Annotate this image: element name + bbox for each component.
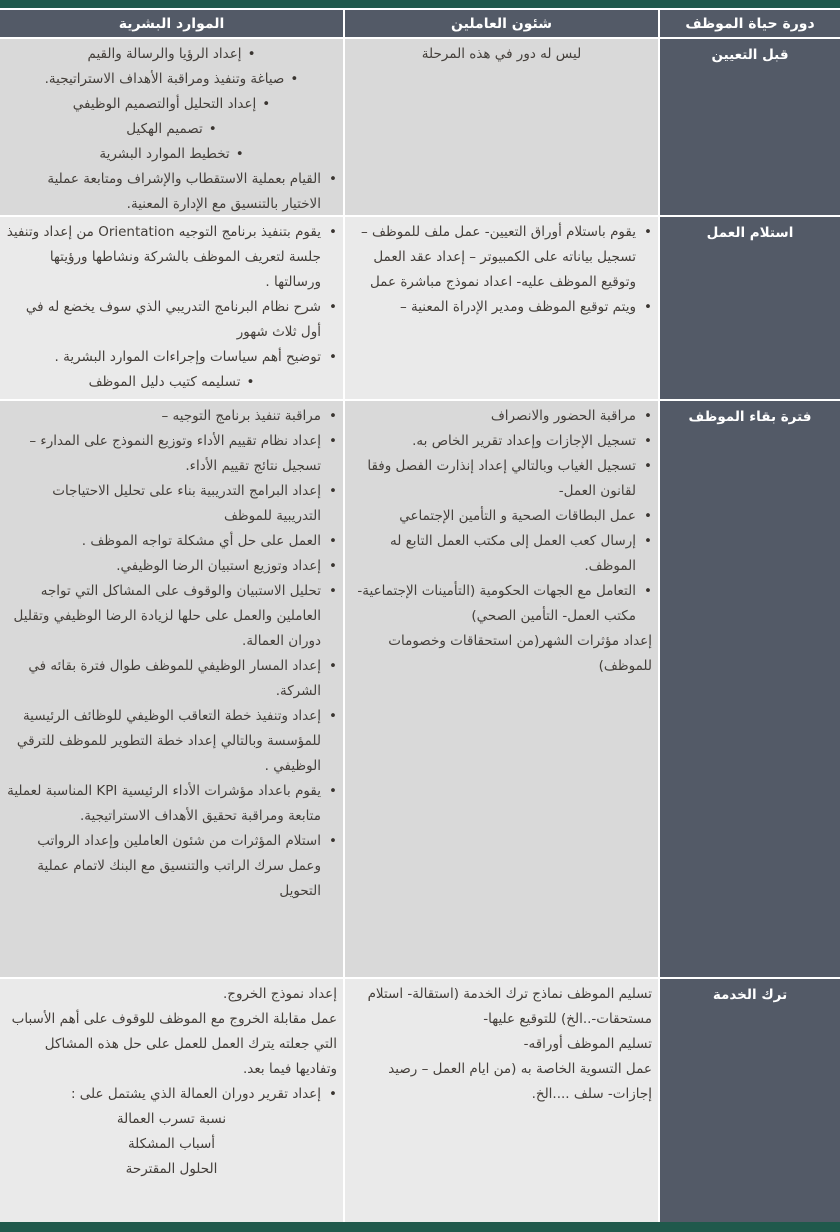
- list-item: [6, 779, 337, 829]
- bullet-icon: •: [329, 658, 337, 674]
- bullet-icon: •: [644, 433, 652, 449]
- list-item: [351, 504, 652, 529]
- bullet-icon: •: [644, 299, 652, 315]
- table-header-row: [0, 10, 840, 37]
- bullet-icon: •: [247, 46, 256, 62]
- list-item: [6, 220, 337, 295]
- list-item: [6, 529, 337, 554]
- list-item: [351, 295, 652, 320]
- bullet-icon: •: [329, 349, 337, 365]
- list-item-text: إعداد وتنفيذ خطة التعاقب الوظيفي للوظائف الرئيسية للمؤسسة وبالتالي إعداد خطة التطوير للموظف للترقي الوظيفي .: [16, 708, 321, 774]
- list-item-text: إعداد الرؤيا والرسالة والقيم: [87, 46, 242, 62]
- hr-cell: [0, 39, 343, 215]
- list-item-text: تسليمه كتيب دليل الموظف: [88, 374, 241, 390]
- table-row: [0, 39, 840, 215]
- lifecycle-table: [0, 8, 840, 1222]
- bullet-icon: •: [329, 708, 337, 724]
- list-item: [351, 429, 652, 454]
- list-item: [6, 829, 337, 904]
- list-item: [351, 579, 652, 629]
- list-item-text: ويتم توقيع الموظف ومدير الإدراة المعنية –: [399, 299, 636, 315]
- list-item: [351, 404, 652, 429]
- hr-cell: [0, 979, 343, 1222]
- list-item-text: التعامل مع الجهات الحكومية (التأمينات الإجتماعية- مكتب العمل- التأمين الصحي): [357, 583, 636, 624]
- list-item-text: القيام بعملية الاستقطاب والإشراف ومتابعة عملية الاختيار بالتنسيق مع الإدارة المعنية.: [47, 171, 321, 212]
- list-item: [6, 404, 337, 429]
- list-item: [6, 92, 337, 117]
- paragraph: إعداد نموذج الخروج.: [222, 986, 337, 1002]
- list-item: [6, 167, 337, 215]
- list-item: [6, 479, 337, 529]
- list-item-text: يقوم بتنفيذ برنامج التوجيه Orientation من إعداد وتنفيذ جلسة لتعريف الموظف بالشركة ونشاطها ورؤيتها ورسالتها .: [6, 224, 321, 290]
- hr-cell: [0, 401, 343, 977]
- personnel-cell: [345, 217, 658, 399]
- paragraph: تسليم الموظف نماذج ترك الخدمة (استقالة- استلام مستحقات-..الخ) للتوقيع عليها-: [367, 986, 652, 1027]
- header-cell-hr: [0, 10, 343, 37]
- paragraph: الحلول المقترحة: [125, 1161, 218, 1177]
- list-item-text: عمل البطاقات الصحية و التأمين الإجتماعي: [399, 508, 636, 524]
- paragraph: نسبة تسرب العمالة: [116, 1111, 227, 1127]
- list-item: [6, 1082, 337, 1107]
- bullet-icon: •: [329, 1086, 337, 1102]
- header-cell-personnel: [345, 10, 658, 37]
- list-item: [6, 295, 337, 345]
- personnel-cell: [345, 401, 658, 977]
- table-row: [0, 979, 840, 1222]
- stage-cell: قبل التعيين: [660, 39, 840, 215]
- list-item: [351, 454, 652, 504]
- bullet-icon: •: [329, 533, 337, 549]
- bullet-icon: •: [329, 224, 337, 240]
- bullet-icon: •: [329, 783, 337, 799]
- bullet-icon: •: [329, 299, 337, 315]
- list-item-text: يقوم باستلام أوراق التعيين- عمل ملف للموظف – تسجيل بياناته على الكمبيوتر – إعداد عقد العمل وتوقيع الموظف عليه- اعداد نموذج مباشرة عمل: [361, 224, 636, 290]
- header-cell-lifecycle: [660, 10, 840, 37]
- personnel-cell: [345, 39, 658, 215]
- header-label-hr: الموارد البشرية: [118, 15, 225, 32]
- list-item-text: إعداد نظام تقييم الأداء وتوزيع النموذج على المدارء – تسجيل نتائج تقييم الأداء.: [29, 433, 321, 474]
- list-item-text: إعداد تقرير دوران العمالة الذي يشتمل على :: [70, 1086, 321, 1102]
- bullet-icon: •: [644, 583, 652, 599]
- list-item: [6, 42, 337, 67]
- list-item: [351, 220, 652, 295]
- personnel-cell: [345, 979, 658, 1222]
- header-label-lifecycle: دورة حياة الموظف: [685, 15, 815, 32]
- list-item: [6, 554, 337, 579]
- top-accent-bar: [0, 0, 840, 8]
- list-item: [6, 370, 337, 395]
- bullet-icon: •: [329, 408, 337, 424]
- bullet-icon: •: [329, 171, 337, 187]
- bullet-icon: •: [246, 374, 255, 390]
- bullet-icon: •: [329, 833, 337, 849]
- list-item-text: إرسال كعب العمل إلى مكتب العمل التابع له الموظف.: [389, 533, 636, 574]
- bullet-icon: •: [208, 121, 217, 137]
- list-item-text: تحليل الاستبيان والوقوف على المشاكل التي تواجه العاملين والعمل على حلها لزيادة الرضا الوظيفي وتقليل دوران العمالة.: [13, 583, 321, 649]
- list-item: [6, 704, 337, 779]
- list-item: [6, 579, 337, 654]
- list-item-text: يقوم باعداد مؤشرات الأداء الرئيسية KPI المناسبة لعملية متابعة ومراقبة تحقيق الأهداف الاستراتيجية.: [7, 783, 321, 824]
- bullet-icon: •: [290, 71, 299, 87]
- list-item: [6, 654, 337, 704]
- paragraph: إعداد مؤثرات الشهر(من استحقاقات وخصومات للموظف): [388, 633, 652, 674]
- paragraph: تسليم الموظف أوراقه-: [523, 1036, 652, 1052]
- bullet-icon: •: [235, 146, 244, 162]
- table-row: [0, 217, 840, 399]
- list-item: [6, 142, 337, 167]
- list-item: [6, 117, 337, 142]
- list-item-text: العمل على حل أي مشكلة تواجه الموظف .: [81, 533, 321, 549]
- list-item-text: إعداد وتوزيع استبيان الرضا الوظيفي.: [116, 558, 321, 574]
- stage-cell: استلام العمل: [660, 217, 840, 399]
- list-item-text: إعداد التحليل أوالتصميم الوظيفي: [72, 96, 257, 112]
- paragraph: أسباب المشكلة: [127, 1136, 216, 1152]
- stage-cell: ترك الخدمة: [660, 979, 840, 1222]
- list-item-text: تسجيل الإجازات وإعداد تقرير الخاص به.: [412, 433, 636, 449]
- list-item-text: مراقبة الحضور والانصراف: [490, 408, 636, 424]
- list-item: [6, 429, 337, 479]
- paragraph: عمل التسوية الخاصة به (من ايام العمل – رصيد إجازات- سلف ....الخ.: [388, 1061, 652, 1102]
- list-item-text: تسجيل الغياب وبالتالي إعداد إنذارت الفصل وفقا لقانون العمل-: [367, 458, 636, 499]
- bullet-icon: •: [329, 483, 337, 499]
- stage-cell: فترة بقاء الموظف: [660, 401, 840, 977]
- list-item: [351, 529, 652, 579]
- hr-cell: [0, 217, 343, 399]
- bullet-icon: •: [644, 508, 652, 524]
- list-item-text: إعداد المسار الوظيفي للموظف طوال فترة بقائه في الشركة.: [28, 658, 321, 699]
- bullet-icon: •: [644, 224, 652, 240]
- bullet-icon: •: [329, 558, 337, 574]
- list-item-text: توضيح أهم سياسات وإجراءات الموارد البشرية .: [54, 349, 321, 365]
- list-item-text: تخطيط الموارد البشرية: [99, 146, 230, 162]
- list-item-text: استلام المؤثرات من شئون العاملين وإعداد الرواتب وعمل سرك الراتب والتنسيق مع البنك لاتمام عملية التحويل: [37, 833, 321, 899]
- paragraph: عمل مقابلة الخروج مع الموظف للوقوف على أهم الأسباب التي جعلته يترك العمل للعمل على حل هذه المشاكل وتفاديها فيما بعد.: [11, 1011, 337, 1077]
- list-item-text: صياغة وتنفيذ ومراقبة الأهداف الاستراتيجية.: [44, 71, 285, 87]
- list-item: [6, 345, 337, 370]
- list-item-text: إعداد البرامج التدريبية بناء على تحليل الاحتياجات التدريبية للموظف: [52, 483, 321, 524]
- bullet-icon: •: [262, 96, 271, 112]
- list-item: [6, 67, 337, 92]
- bullet-icon: •: [644, 533, 652, 549]
- list-item-text: مراقبة تنفيذ برنامج التوجيه –: [161, 408, 321, 424]
- paragraph: ليس له دور في هذه المرحلة: [421, 46, 582, 62]
- table-row: [0, 401, 840, 977]
- list-item-text: تصميم الهكيل: [126, 121, 203, 137]
- list-item-text: شرح نظام البرنامج التدريبي الذي سوف يخضع له في أول ثلاث شهور: [25, 299, 321, 340]
- header-label-personnel: شئون العاملين: [451, 15, 552, 32]
- bottom-accent-bar: [0, 1222, 840, 1232]
- bullet-icon: •: [644, 458, 652, 474]
- bullet-icon: •: [644, 408, 652, 424]
- bullet-icon: •: [329, 583, 337, 599]
- bullet-icon: •: [329, 433, 337, 449]
